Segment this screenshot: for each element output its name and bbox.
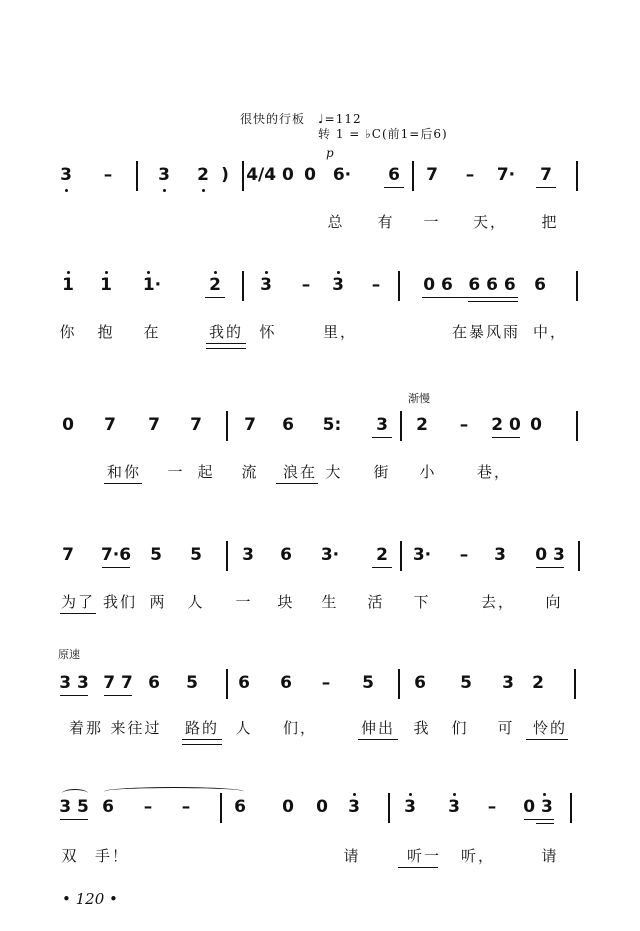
beam-underline — [422, 297, 518, 298]
slur-underline — [526, 739, 568, 740]
barline — [242, 271, 244, 301]
note: 6 — [414, 673, 426, 693]
beam-underline — [102, 567, 130, 568]
lyric: 我的 — [208, 323, 244, 341]
octave-dot — [105, 271, 108, 274]
notation-line — [60, 415, 600, 445]
beam-underline — [372, 437, 392, 438]
barline — [398, 271, 400, 301]
note: 3 — [494, 545, 506, 565]
octave-dot — [214, 271, 217, 274]
lyric: 生 — [321, 593, 339, 611]
note: 3 — [404, 797, 416, 817]
lyric: 起 — [197, 463, 215, 481]
note: 2 — [197, 165, 209, 185]
tempo-marking: 很快的行板 ♩=112 — [240, 112, 362, 126]
lyric: 向 — [545, 593, 563, 611]
note: 7· — [496, 165, 516, 185]
lyric: 流 — [241, 463, 259, 481]
beam-underline — [384, 187, 404, 188]
note: 3 — [158, 165, 170, 185]
lyric: 手！ — [94, 847, 130, 865]
lyric: 伸出 — [360, 719, 396, 737]
note: 7 7 — [103, 673, 133, 693]
note: ) — [221, 165, 229, 185]
note: 7 — [244, 415, 256, 435]
barline — [400, 541, 402, 571]
octave-dot — [65, 189, 68, 192]
note: 4/4 0 — [246, 165, 294, 185]
lyric: 听， — [460, 847, 496, 865]
note: 7 — [148, 415, 160, 435]
note: – — [465, 165, 475, 185]
note: 3· — [412, 545, 432, 565]
lyric: 两 — [149, 593, 167, 611]
beam-underline — [536, 823, 554, 824]
lyric: 我 — [413, 719, 431, 737]
lyric: 你 — [59, 323, 77, 341]
beam-underline — [60, 695, 88, 696]
barline — [574, 669, 576, 699]
note: 3 — [376, 415, 388, 435]
lyric: 请 — [541, 847, 559, 865]
note: 0 — [282, 797, 294, 817]
lyric: 人 — [187, 593, 205, 611]
note: 6 — [148, 673, 160, 693]
octave-dot — [409, 793, 412, 796]
lyric: 中， — [532, 323, 568, 341]
lyric: 在 — [143, 323, 161, 341]
octave-dot — [67, 271, 70, 274]
lyric: 活 — [367, 593, 385, 611]
note: – — [301, 275, 311, 295]
note: 6 — [234, 797, 246, 817]
barline — [576, 161, 578, 191]
lyric: 一 — [423, 213, 441, 231]
barline — [220, 793, 222, 823]
octave-dot — [202, 189, 205, 192]
lyric: 怜的 — [532, 719, 568, 737]
barline — [576, 271, 578, 301]
lyric: 浪在 — [282, 463, 318, 481]
lyric: 双 — [61, 847, 79, 865]
beam-underline — [468, 301, 518, 302]
octave-dot — [543, 793, 546, 796]
barline — [388, 793, 390, 823]
barline — [226, 541, 228, 571]
note: – — [371, 275, 381, 295]
lyric: 人 — [235, 719, 253, 737]
note: 0 — [530, 415, 542, 435]
note: 7 — [104, 415, 116, 435]
note: 6· — [332, 165, 352, 185]
page-number: • 120 • — [62, 890, 118, 908]
key-change-marking: 转 1 = ♭C(前1=后6) — [318, 127, 448, 141]
note: 3 — [502, 673, 514, 693]
note: 0 3 — [523, 797, 553, 817]
notation-line — [60, 165, 600, 195]
note: 3 3 — [59, 673, 89, 693]
lyric: 请 — [343, 847, 361, 865]
note: 6 — [282, 415, 294, 435]
note: 3 — [242, 545, 254, 565]
tie-arc — [104, 787, 244, 796]
note: 0 6 — [423, 275, 453, 295]
notation-line — [60, 797, 600, 827]
lyric: 在暴风雨 — [451, 323, 521, 341]
lyric: 路的 — [184, 719, 220, 737]
note: – — [321, 673, 331, 693]
octave-dot — [353, 793, 356, 796]
note: – — [487, 797, 497, 817]
note: 3 5 — [59, 797, 89, 817]
dynamic-marking: p — [326, 146, 334, 160]
barline — [578, 541, 580, 571]
double-underline — [206, 343, 246, 349]
ritardando-marking: 渐慢 — [408, 392, 430, 405]
barline — [242, 161, 244, 191]
note: 0 3 — [535, 545, 565, 565]
note: 1 — [62, 275, 74, 295]
lyric: 为了 — [60, 593, 96, 611]
barline — [400, 411, 402, 441]
notation-line — [60, 545, 600, 575]
note: 1· — [142, 275, 162, 295]
beam-underline — [492, 437, 520, 438]
note: 2 — [416, 415, 428, 435]
note: 7 — [426, 165, 438, 185]
lyric: 们， — [282, 719, 318, 737]
note: 5 — [190, 545, 202, 565]
note: 5 — [362, 673, 374, 693]
lyric: 我们 — [102, 593, 138, 611]
notation-line — [60, 275, 600, 305]
note: 5: — [322, 415, 342, 435]
note: – — [103, 165, 113, 185]
note: – — [181, 797, 191, 817]
note: 6 — [238, 673, 250, 693]
lyric: 下 — [413, 593, 431, 611]
note: – — [459, 545, 469, 565]
lyric: 有 — [377, 213, 395, 231]
barline — [412, 161, 414, 191]
note: 1 — [100, 275, 112, 295]
lyric: 块 — [277, 593, 295, 611]
note: 6 — [280, 673, 292, 693]
note: 0 — [62, 415, 74, 435]
octave-dot — [337, 271, 340, 274]
slur-underline — [358, 739, 398, 740]
note: 6 — [102, 797, 114, 817]
note: 6 — [534, 275, 546, 295]
note: 2 — [209, 275, 221, 295]
note: 6 6 6 — [468, 275, 516, 295]
note: – — [143, 797, 153, 817]
beam-underline — [104, 695, 132, 696]
slur-underline — [104, 483, 142, 484]
lyric: 一 — [167, 463, 185, 481]
beam-underline — [536, 567, 564, 568]
beam-underline — [60, 819, 88, 820]
note: 3 — [348, 797, 360, 817]
beam-underline — [205, 297, 225, 298]
beam-underline — [536, 187, 556, 188]
note: 3 — [332, 275, 344, 295]
lyric: 抱 — [97, 323, 115, 341]
note: 3 — [448, 797, 460, 817]
octave-dot — [147, 271, 150, 274]
note: – — [459, 415, 469, 435]
note: 0 — [304, 165, 316, 185]
note: 0 — [316, 797, 328, 817]
slur-underline — [398, 867, 438, 868]
slur-underline — [60, 613, 96, 614]
note: 5 — [150, 545, 162, 565]
note: 2 0 — [491, 415, 521, 435]
note: 2 — [532, 673, 544, 693]
beam-underline — [524, 819, 554, 820]
lyric: 总 — [327, 213, 345, 231]
lyric: 来往过 — [110, 719, 162, 737]
notation-line — [60, 673, 600, 703]
octave-dot — [265, 271, 268, 274]
lyric: 里， — [322, 323, 358, 341]
barline — [398, 669, 400, 699]
lyric: 可 — [497, 719, 515, 737]
barline — [226, 411, 228, 441]
barline — [136, 161, 138, 191]
lyric: 把 — [541, 213, 559, 231]
note: 3 — [260, 275, 272, 295]
note: 3 — [60, 165, 72, 185]
barline — [576, 411, 578, 441]
note: 7 — [62, 545, 74, 565]
a-tempo-marking: 原速 — [58, 648, 80, 661]
note: 2 — [376, 545, 388, 565]
note: 6 — [280, 545, 292, 565]
double-underline — [182, 739, 222, 745]
lyric: 街 — [373, 463, 391, 481]
lyric: 巷， — [476, 463, 512, 481]
lyric: 大 — [325, 463, 343, 481]
barline — [570, 793, 572, 823]
note: 3· — [320, 545, 340, 565]
octave-dot — [453, 793, 456, 796]
beam-underline — [372, 567, 392, 568]
lyric: 着那 — [68, 719, 104, 737]
note: 6 — [388, 165, 400, 185]
lyric: 们 — [451, 719, 469, 737]
note: 5 — [186, 673, 198, 693]
slur-underline — [276, 483, 318, 484]
lyric: 小 — [419, 463, 437, 481]
lyric: 听一 — [406, 847, 442, 865]
lyric: 一 — [235, 593, 253, 611]
barline — [226, 669, 228, 699]
note: 7 — [540, 165, 552, 185]
lyric: 和你 — [106, 463, 142, 481]
lyric: 怀 — [259, 323, 277, 341]
lyric: 天， — [472, 213, 508, 231]
note: 7 — [190, 415, 202, 435]
note: 7·6 — [100, 545, 132, 565]
note: 5 — [460, 673, 472, 693]
octave-dot — [163, 189, 166, 192]
lyric: 去， — [480, 593, 516, 611]
